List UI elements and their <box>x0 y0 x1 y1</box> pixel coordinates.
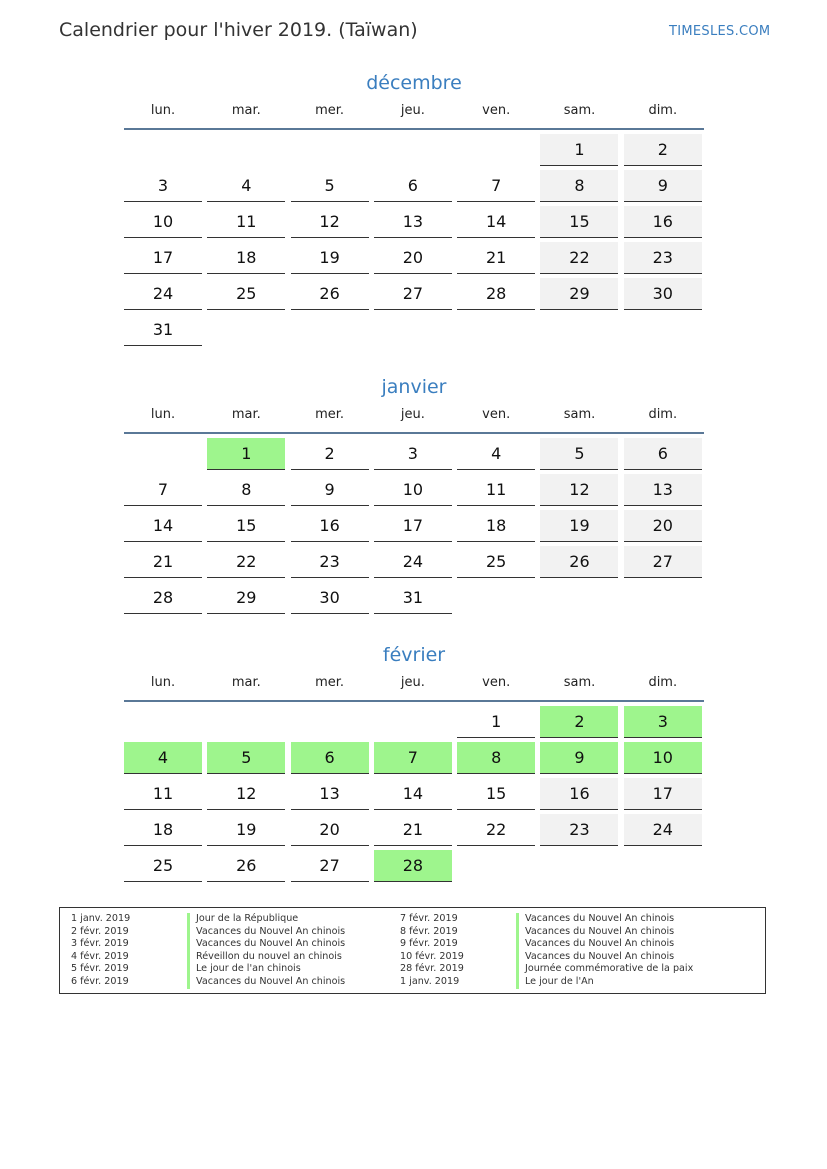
day-cell[interactable]: 23 <box>624 242 702 274</box>
day-cell[interactable]: 7 <box>124 474 202 506</box>
legend-date: 7 févr. 2019 <box>400 913 458 924</box>
day-cell[interactable]: 29 <box>540 278 618 310</box>
legend-holiday-name: Vacances du Nouvel An chinois <box>516 926 674 939</box>
day-cell[interactable]: 21 <box>374 814 452 846</box>
weekday-label: mer. <box>315 675 345 690</box>
legend-date: 6 févr. 2019 <box>71 975 129 987</box>
month-february <box>124 642 704 882</box>
day-cell[interactable]: 21 <box>457 242 535 274</box>
weekday-label: jeu. <box>400 103 425 118</box>
day-cell[interactable]: 3 <box>374 438 452 470</box>
legend-holiday-name: Réveillon du nouvel an chinois <box>187 951 342 964</box>
day-cell[interactable]: 13 <box>291 778 369 810</box>
day-cell[interactable]: 1 <box>540 134 618 166</box>
day-cell[interactable]: 19 <box>540 510 618 542</box>
month-name: décembre <box>366 72 462 94</box>
legend-date: 1 janv. 2019 <box>71 913 131 924</box>
month-name: janvier <box>381 376 447 398</box>
day-cell[interactable]: 21 <box>124 546 202 578</box>
legend-holiday-name: Vacances du Nouvel An chinois <box>187 938 345 951</box>
day-cell[interactable]: 7 <box>374 742 452 774</box>
legend-holiday-name: Journée commémorative de la paix <box>516 963 693 976</box>
legend-holiday-name: Vacances du Nouvel An chinois <box>516 938 674 951</box>
weekday-label: sam. <box>563 675 596 690</box>
day-cell[interactable]: 2 <box>291 438 369 470</box>
day-cell[interactable]: 18 <box>457 510 535 542</box>
day-cell[interactable]: 10 <box>124 206 202 238</box>
day-cell[interactable]: 20 <box>291 814 369 846</box>
day-cell[interactable]: 6 <box>374 170 452 202</box>
legend-date: 1 janv. 2019 <box>400 975 460 987</box>
day-cell[interactable]: 17 <box>624 778 702 810</box>
day-cell[interactable]: 2 <box>540 706 618 738</box>
legend-holiday-name: Vacances du Nouvel An chinois <box>516 951 674 964</box>
day-cell[interactable]: 10 <box>624 742 702 774</box>
weekday-header <box>124 668 704 698</box>
empty-cell <box>124 706 202 738</box>
legend-holiday-name: Le jour de l'an chinois <box>187 963 301 976</box>
empty-cell <box>374 134 452 166</box>
weekday-header <box>124 400 704 430</box>
day-cell[interactable]: 31 <box>124 314 202 346</box>
day-cell[interactable]: 29 <box>207 582 285 614</box>
day-cell[interactable]: 19 <box>207 814 285 846</box>
day-cell[interactable]: 16 <box>540 778 618 810</box>
day-cell[interactable]: 17 <box>124 242 202 274</box>
day-cell[interactable]: 15 <box>457 778 535 810</box>
day-cell[interactable]: 9 <box>540 742 618 774</box>
day-cell[interactable]: 5 <box>207 742 285 774</box>
day-cell[interactable]: 17 <box>374 510 452 542</box>
day-cell[interactable]: 26 <box>207 850 285 882</box>
header-divider <box>124 700 704 702</box>
empty-cell <box>124 134 202 166</box>
day-cell[interactable]: 30 <box>624 278 702 310</box>
day-cell[interactable]: 11 <box>124 778 202 810</box>
day-cell[interactable]: 24 <box>374 546 452 578</box>
day-cell[interactable]: 12 <box>291 206 369 238</box>
day-cell[interactable]: 28 <box>374 850 452 882</box>
day-cell[interactable]: 16 <box>624 206 702 238</box>
day-cell[interactable]: 5 <box>291 170 369 202</box>
day-cell[interactable]: 22 <box>457 814 535 846</box>
day-cell[interactable]: 12 <box>207 778 285 810</box>
day-cell[interactable]: 22 <box>207 546 285 578</box>
day-cell[interactable]: 25 <box>457 546 535 578</box>
legend-holiday-name: Le jour de l'An <box>516 976 594 989</box>
legend-date: 9 févr. 2019 <box>400 938 458 950</box>
days-grid <box>124 134 704 346</box>
day-cell[interactable]: 23 <box>291 546 369 578</box>
weekday-label: mar. <box>231 103 261 118</box>
weekday-header <box>124 96 704 126</box>
page-title: Calendrier pour l'hiver 2019. (Taïwan) <box>59 19 418 41</box>
day-cell[interactable]: 3 <box>624 706 702 738</box>
weekday-label: ven. <box>482 675 511 690</box>
weekday-label: mar. <box>231 675 261 690</box>
day-cell[interactable]: 8 <box>540 170 618 202</box>
site-link[interactable]: TIMESLES.COM <box>669 24 771 39</box>
day-cell[interactable]: 20 <box>374 242 452 274</box>
day-cell[interactable]: 22 <box>540 242 618 274</box>
empty-cell <box>457 134 535 166</box>
day-cell[interactable]: 25 <box>207 278 285 310</box>
legend-date: 28 févr. 2019 <box>400 963 464 975</box>
day-cell[interactable]: 7 <box>457 170 535 202</box>
month-january <box>124 374 704 614</box>
weekday-label: mar. <box>231 407 261 422</box>
day-cell[interactable]: 5 <box>540 438 618 470</box>
header-divider <box>124 128 704 130</box>
day-cell[interactable]: 6 <box>291 742 369 774</box>
day-cell[interactable]: 30 <box>291 582 369 614</box>
day-cell[interactable]: 19 <box>291 242 369 274</box>
legend-date: 10 févr. 2019 <box>400 950 464 962</box>
day-cell[interactable]: 24 <box>624 814 702 846</box>
legend-holiday-name: Vacances du Nouvel An chinois <box>187 926 345 939</box>
day-cell[interactable]: 27 <box>291 850 369 882</box>
weekday-label: dim. <box>648 407 678 422</box>
weekday-label: mer. <box>315 407 345 422</box>
day-cell[interactable]: 8 <box>207 474 285 506</box>
day-cell[interactable]: 10 <box>374 474 452 506</box>
day-cell[interactable]: 28 <box>457 278 535 310</box>
day-cell[interactable]: 18 <box>207 242 285 274</box>
day-cell[interactable]: 15 <box>207 510 285 542</box>
day-cell[interactable]: 16 <box>291 510 369 542</box>
weekday-label: lun. <box>150 407 176 422</box>
day-cell[interactable]: 1 <box>457 706 535 738</box>
days-grid <box>124 438 704 614</box>
day-cell[interactable]: 4 <box>124 742 202 774</box>
day-cell[interactable]: 6 <box>624 438 702 470</box>
legend-holiday-name: Vacances du Nouvel An chinois <box>516 913 674 926</box>
empty-cell <box>291 134 369 166</box>
day-cell[interactable]: 31 <box>374 582 452 614</box>
day-cell[interactable]: 11 <box>207 206 285 238</box>
days-grid <box>124 706 704 882</box>
weekday-label: jeu. <box>400 675 425 690</box>
legend-date: 5 févr. 2019 <box>71 963 129 975</box>
day-cell[interactable]: 11 <box>457 474 535 506</box>
empty-cell <box>207 706 285 738</box>
day-cell[interactable]: 14 <box>374 778 452 810</box>
day-cell[interactable]: 9 <box>624 170 702 202</box>
weekday-label: lun. <box>150 675 176 690</box>
day-cell[interactable]: 13 <box>624 474 702 506</box>
legend-date: 3 févr. 2019 <box>71 938 129 950</box>
day-cell[interactable]: 4 <box>457 438 535 470</box>
weekday-label: mer. <box>315 103 345 118</box>
empty-cell <box>207 134 285 166</box>
legend-holiday-name: Jour de la République <box>187 913 298 926</box>
day-cell[interactable]: 3 <box>124 170 202 202</box>
empty-cell <box>124 438 202 470</box>
day-cell[interactable]: 15 <box>540 206 618 238</box>
legend-date: 2 févr. 2019 <box>71 925 129 937</box>
day-cell[interactable]: 26 <box>291 278 369 310</box>
day-cell[interactable]: 9 <box>291 474 369 506</box>
weekday-label: ven. <box>482 103 511 118</box>
day-cell[interactable]: 27 <box>624 546 702 578</box>
day-cell[interactable]: 23 <box>540 814 618 846</box>
day-cell[interactable]: 27 <box>374 278 452 310</box>
weekday-label: jeu. <box>400 407 425 422</box>
day-cell[interactable]: 4 <box>207 170 285 202</box>
month-december <box>124 70 704 346</box>
weekday-label: sam. <box>563 103 596 118</box>
empty-cell <box>374 706 452 738</box>
weekday-label: lun. <box>150 103 176 118</box>
weekday-label: dim. <box>648 675 678 690</box>
weekday-label: ven. <box>482 407 511 422</box>
day-cell[interactable]: 1 <box>207 438 285 470</box>
empty-cell <box>291 706 369 738</box>
day-cell[interactable]: 26 <box>540 546 618 578</box>
holiday-legend <box>59 907 766 994</box>
day-cell[interactable]: 28 <box>124 582 202 614</box>
weekday-label: dim. <box>648 103 678 118</box>
header-divider <box>124 432 704 434</box>
day-cell[interactable]: 20 <box>624 510 702 542</box>
day-cell[interactable]: 14 <box>124 510 202 542</box>
day-cell[interactable]: 2 <box>624 134 702 166</box>
day-cell[interactable]: 25 <box>124 850 202 882</box>
legend-holiday-name: Vacances du Nouvel An chinois <box>187 976 345 989</box>
weekday-label: sam. <box>563 407 596 422</box>
day-cell[interactable]: 12 <box>540 474 618 506</box>
day-cell[interactable]: 18 <box>124 814 202 846</box>
day-cell[interactable]: 13 <box>374 206 452 238</box>
day-cell[interactable]: 24 <box>124 278 202 310</box>
day-cell[interactable]: 8 <box>457 742 535 774</box>
legend-date: 4 févr. 2019 <box>71 950 129 962</box>
day-cell[interactable]: 14 <box>457 206 535 238</box>
legend-date: 8 févr. 2019 <box>400 925 458 937</box>
month-name: février <box>382 644 446 666</box>
